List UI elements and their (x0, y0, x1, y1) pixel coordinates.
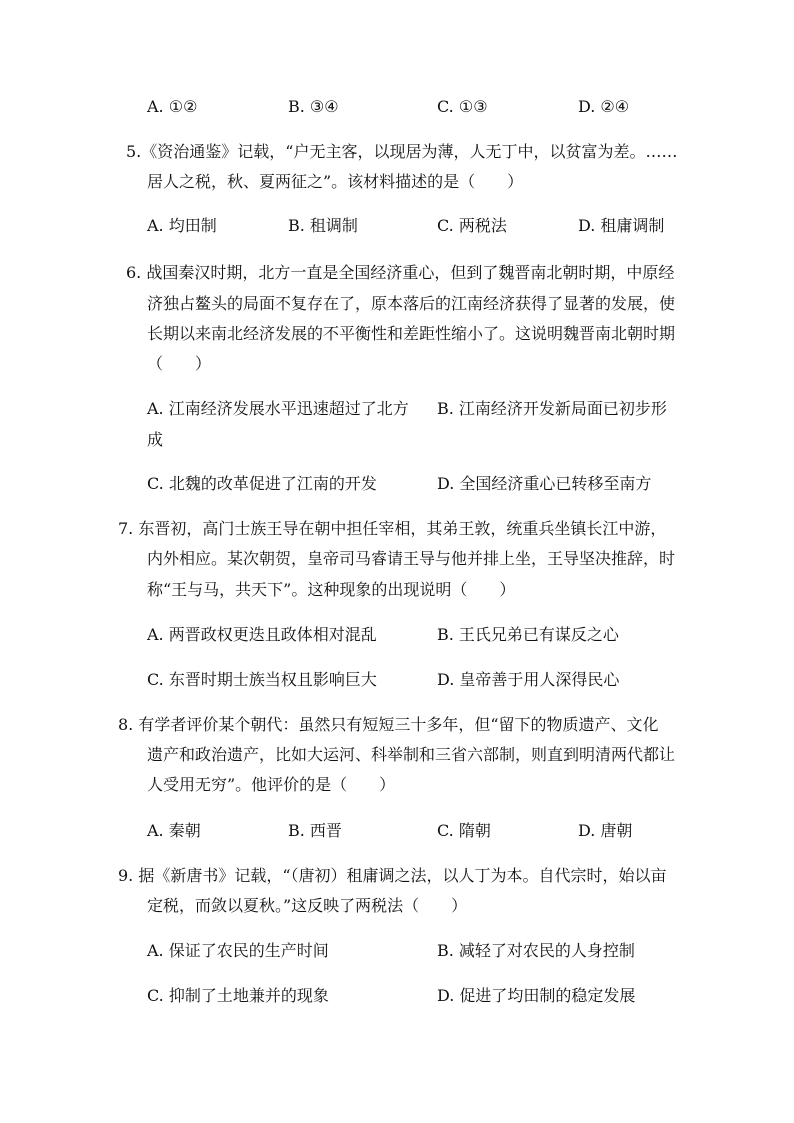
q9-option-c: C. 抑制了土地兼并的现象 (147, 986, 329, 1005)
q4-option-b: B. ③④ (288, 97, 339, 116)
q9-stem-line2: 定税，而敛以夏秋。”这反映了两税法（ ） (147, 896, 468, 915)
q6-option-d: D. 全国经济重心已转移至南方 (437, 474, 652, 493)
q5-option-a: A. 均田制 (147, 216, 217, 235)
q6-option-b: B. 江南经济开发新局面已初步形 (437, 399, 667, 418)
q7-stem-line2: 内外相应。某次朝贺，皇帝司马睿请王导与他并排上坐，王导坚决推辞，时 (147, 549, 676, 568)
q8-option-a: A. 秦朝 (147, 821, 201, 840)
q8-stem-line1: 8. 有学者评价某个朝代：虽然只有短短三十多年，但“留下的物质遗产、文化 (118, 715, 659, 734)
q6-stem-line4: （ ） (147, 354, 212, 373)
q8-option-d: D. 唐朝 (578, 821, 633, 840)
q9-option-b: B. 减轻了对农民的人身控制 (437, 941, 635, 960)
q9-option-a: A. 保证了农民的生产时间 (147, 941, 329, 960)
q7-option-b: B. 王氏兄弟已有谋反之心 (437, 625, 619, 644)
q9-option-d: D. 促进了均田制的稳定发展 (437, 986, 636, 1005)
q4-option-d: D. ②④ (578, 97, 630, 116)
q7-option-a: A. 两晋政权更迭且政体相对混乱 (147, 625, 377, 644)
q5-option-b: B. 租调制 (288, 216, 358, 235)
q9-stem-line1: 9. 据《新唐书》记载，“（唐初）租庸调之法，以人丁为本。自代宗时，始以亩 (118, 866, 667, 885)
q6-stem-line1: 6. 战国秦汉时期，北方一直是全国经济重心，但到了魏晋南北朝时期，中原经 (126, 263, 675, 282)
q7-stem-line1: 7. 东晋初，高门士族王导在朝中担任宰相，其弟王敦，统重兵坐镇长江中游， (118, 519, 667, 538)
q8-stem-line3: 人受用无穷”。他评价的是（ ） (147, 775, 396, 794)
q6-stem-line3: 长期以来南北经济发展的不平衡性和差距性缩小了。这说明魏晋南北朝时期 (147, 324, 676, 343)
q7-option-c: C. 东晋时期士族当权且影响巨大 (147, 670, 377, 689)
q7-option-d: D. 皇帝善于用人深得民心 (437, 670, 620, 689)
q6-option-c: C. 北魏的改革促进了江南的开发 (147, 474, 377, 493)
q5-option-d: D. 租庸调制 (578, 216, 665, 235)
q4-option-a: A. ①② (147, 97, 198, 116)
q4-option-c: C. ①③ (437, 97, 488, 116)
q5-stem-line1: 5.《资治通鉴》记载，“户无主客，以现居为薄，人无丁中，以贫富为差。…… (126, 142, 678, 161)
q5-stem-line2: 居人之税，秋、夏两征之”。该材料描述的是（ ） (147, 172, 524, 191)
q6-stem-line2: 济独占鳌头的局面不复存在了，原本落后的江南经济获得了显著的发展，使 (147, 294, 676, 313)
q5-option-c: C. 两税法 (437, 216, 507, 235)
q8-option-b: B. 西晋 (288, 821, 342, 840)
q8-stem-line2: 遗产和政治遗产，比如大运河、科举制和三省六部制，则直到明清两代都让 (147, 745, 676, 764)
q7-stem-line3: 称“王与马，共天下”。这种现象的出现说明（ ） (147, 580, 516, 599)
q8-option-c: C. 隋朝 (437, 821, 491, 840)
q6-option-b-continued: 成 (147, 430, 164, 449)
q6-option-a: A. 江南经济发展水平迅速超过了北方 (147, 399, 409, 418)
